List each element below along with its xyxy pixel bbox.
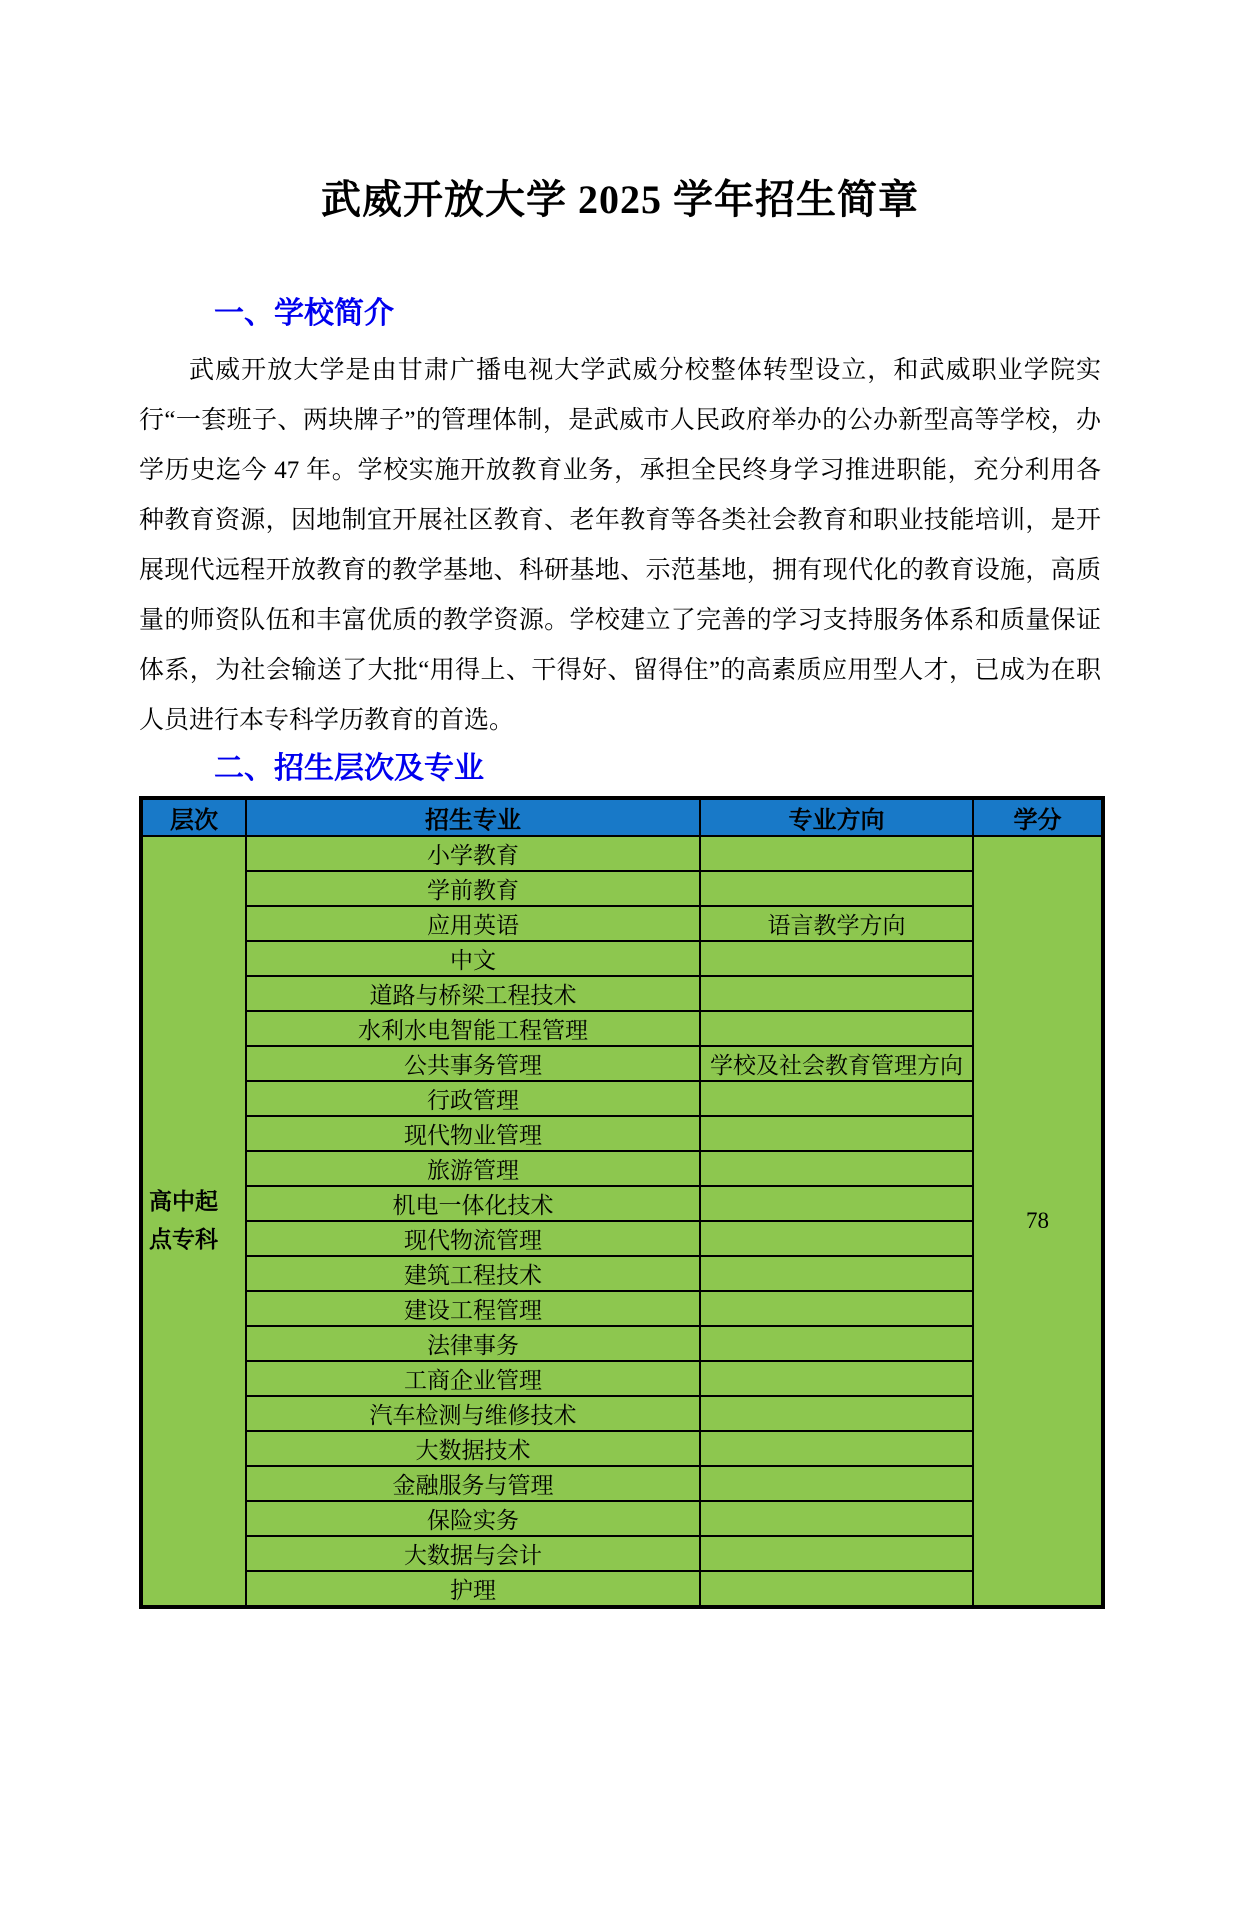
direction-cell: [700, 1011, 973, 1046]
section-heading-enrollment-levels: 二、招生层次及专业: [214, 751, 484, 785]
direction-cell: 语言教学方向: [700, 906, 973, 941]
page-title: 武威开放大学 2025 学年招生简章: [321, 177, 919, 222]
header-direction: 专业方向: [700, 798, 973, 836]
table-row: [141, 871, 1103, 906]
table-row: [141, 1466, 1103, 1501]
direction-cell: [700, 1501, 973, 1536]
direction-cell: [700, 871, 973, 906]
header-major: 招生专业: [246, 798, 700, 836]
major-cell: 建设工程管理: [246, 1291, 700, 1326]
table-row: [141, 906, 1103, 941]
level-cell: 高中起点专科: [141, 836, 246, 1607]
table-row: [141, 1256, 1103, 1291]
direction-cell: [700, 1256, 973, 1291]
direction-cell: [700, 1571, 973, 1607]
major-cell: 学前教育: [246, 871, 700, 906]
major-cell: 金融服务与管理: [246, 1466, 700, 1501]
major-cell: 水利水电智能工程管理: [246, 1011, 700, 1046]
table-row: [141, 1361, 1103, 1396]
direction-cell: [700, 1221, 973, 1256]
direction-cell: [700, 1466, 973, 1501]
table-row: [141, 1326, 1103, 1361]
table-row: [141, 1571, 1103, 1607]
table-row: [141, 1221, 1103, 1256]
school-intro-paragraph: 武威开放大学是由甘肃广播电视大学武威分校整体转型设立，和武威职业学院实行“一套班子、两块牌子”的管理体制，是武威市人民政府举办的公办新型高等学校，办学历史迄今 47 年。学校实施开放教育业务，承担全民终身学习推进职能，充分利用各种教育资源，因地制宜开展社区教育、老年教育等各类社会教育和职业技能培训，是开展现代远程开放教育的教学基地、科研基地、示范基地，拥有现代化的教育设施，高质量的师资队伍和丰富优质的教学资源。学校建立了完善的学习支持服务体系和质量保证体系，为社会输送了大批“用得上、干得好、留得住”的高素质应用型人才，已成为在职人员进行本专科学历教育的首选。: [139, 356, 1101, 734]
direction-cell: [700, 1291, 973, 1326]
table-row: [141, 1046, 1103, 1081]
major-cell: 大数据技术: [246, 1431, 700, 1466]
major-cell: 护理: [246, 1571, 700, 1607]
major-cell: 中文: [246, 941, 700, 976]
table-row: [141, 1186, 1103, 1221]
major-cell: 大数据与会计: [246, 1536, 700, 1571]
direction-cell: [700, 1186, 973, 1221]
table-row: [141, 1116, 1103, 1151]
major-cell: 机电一体化技术: [246, 1186, 700, 1221]
major-cell: 工商企业管理: [246, 1361, 700, 1396]
major-cell: 旅游管理: [246, 1151, 700, 1186]
header-credits: 学分: [973, 798, 1103, 836]
table-row: [141, 1011, 1103, 1046]
table-row: [141, 1151, 1103, 1186]
major-cell: 建筑工程技术: [246, 1256, 700, 1291]
major-cell: 汽车检测与维修技术: [246, 1396, 700, 1431]
direction-cell: [700, 1326, 973, 1361]
credits-cell: 78: [973, 836, 1103, 1607]
table-row: [141, 1081, 1103, 1116]
table-row: [141, 1501, 1103, 1536]
table-row: [141, 1396, 1103, 1431]
direction-cell: 学校及社会教育管理方向: [700, 1046, 973, 1081]
major-cell: 道路与桥梁工程技术: [246, 976, 700, 1011]
major-cell: 公共事务管理: [246, 1046, 700, 1081]
major-cell: 现代物流管理: [246, 1221, 700, 1256]
table-row: [141, 976, 1103, 1011]
direction-cell: [700, 1396, 973, 1431]
major-cell: 行政管理: [246, 1081, 700, 1116]
major-cell: 应用英语: [246, 906, 700, 941]
direction-cell: [700, 1536, 973, 1571]
direction-cell: [700, 1081, 973, 1116]
direction-cell: [700, 836, 973, 871]
section-heading-school-intro: 一、学校简介: [214, 297, 394, 330]
major-cell: 现代物业管理: [246, 1116, 700, 1151]
major-cell: 法律事务: [246, 1326, 700, 1361]
table-row: [141, 836, 1103, 871]
major-cell: 保险实务: [246, 1501, 700, 1536]
direction-cell: [700, 1431, 973, 1466]
admissions-table: [139, 796, 1105, 1609]
table-row: [141, 1431, 1103, 1466]
direction-cell: [700, 1116, 973, 1151]
table-row: [141, 1536, 1103, 1571]
document-page: [139, 168, 1101, 1609]
table-row: [141, 941, 1103, 976]
table-header-row: [141, 798, 1103, 836]
major-cell: 小学教育: [246, 836, 700, 871]
direction-cell: [700, 976, 973, 1011]
header-level: 层次: [141, 798, 246, 836]
table-row: [141, 1291, 1103, 1326]
direction-cell: [700, 1151, 973, 1186]
direction-cell: [700, 1361, 973, 1396]
direction-cell: [700, 941, 973, 976]
